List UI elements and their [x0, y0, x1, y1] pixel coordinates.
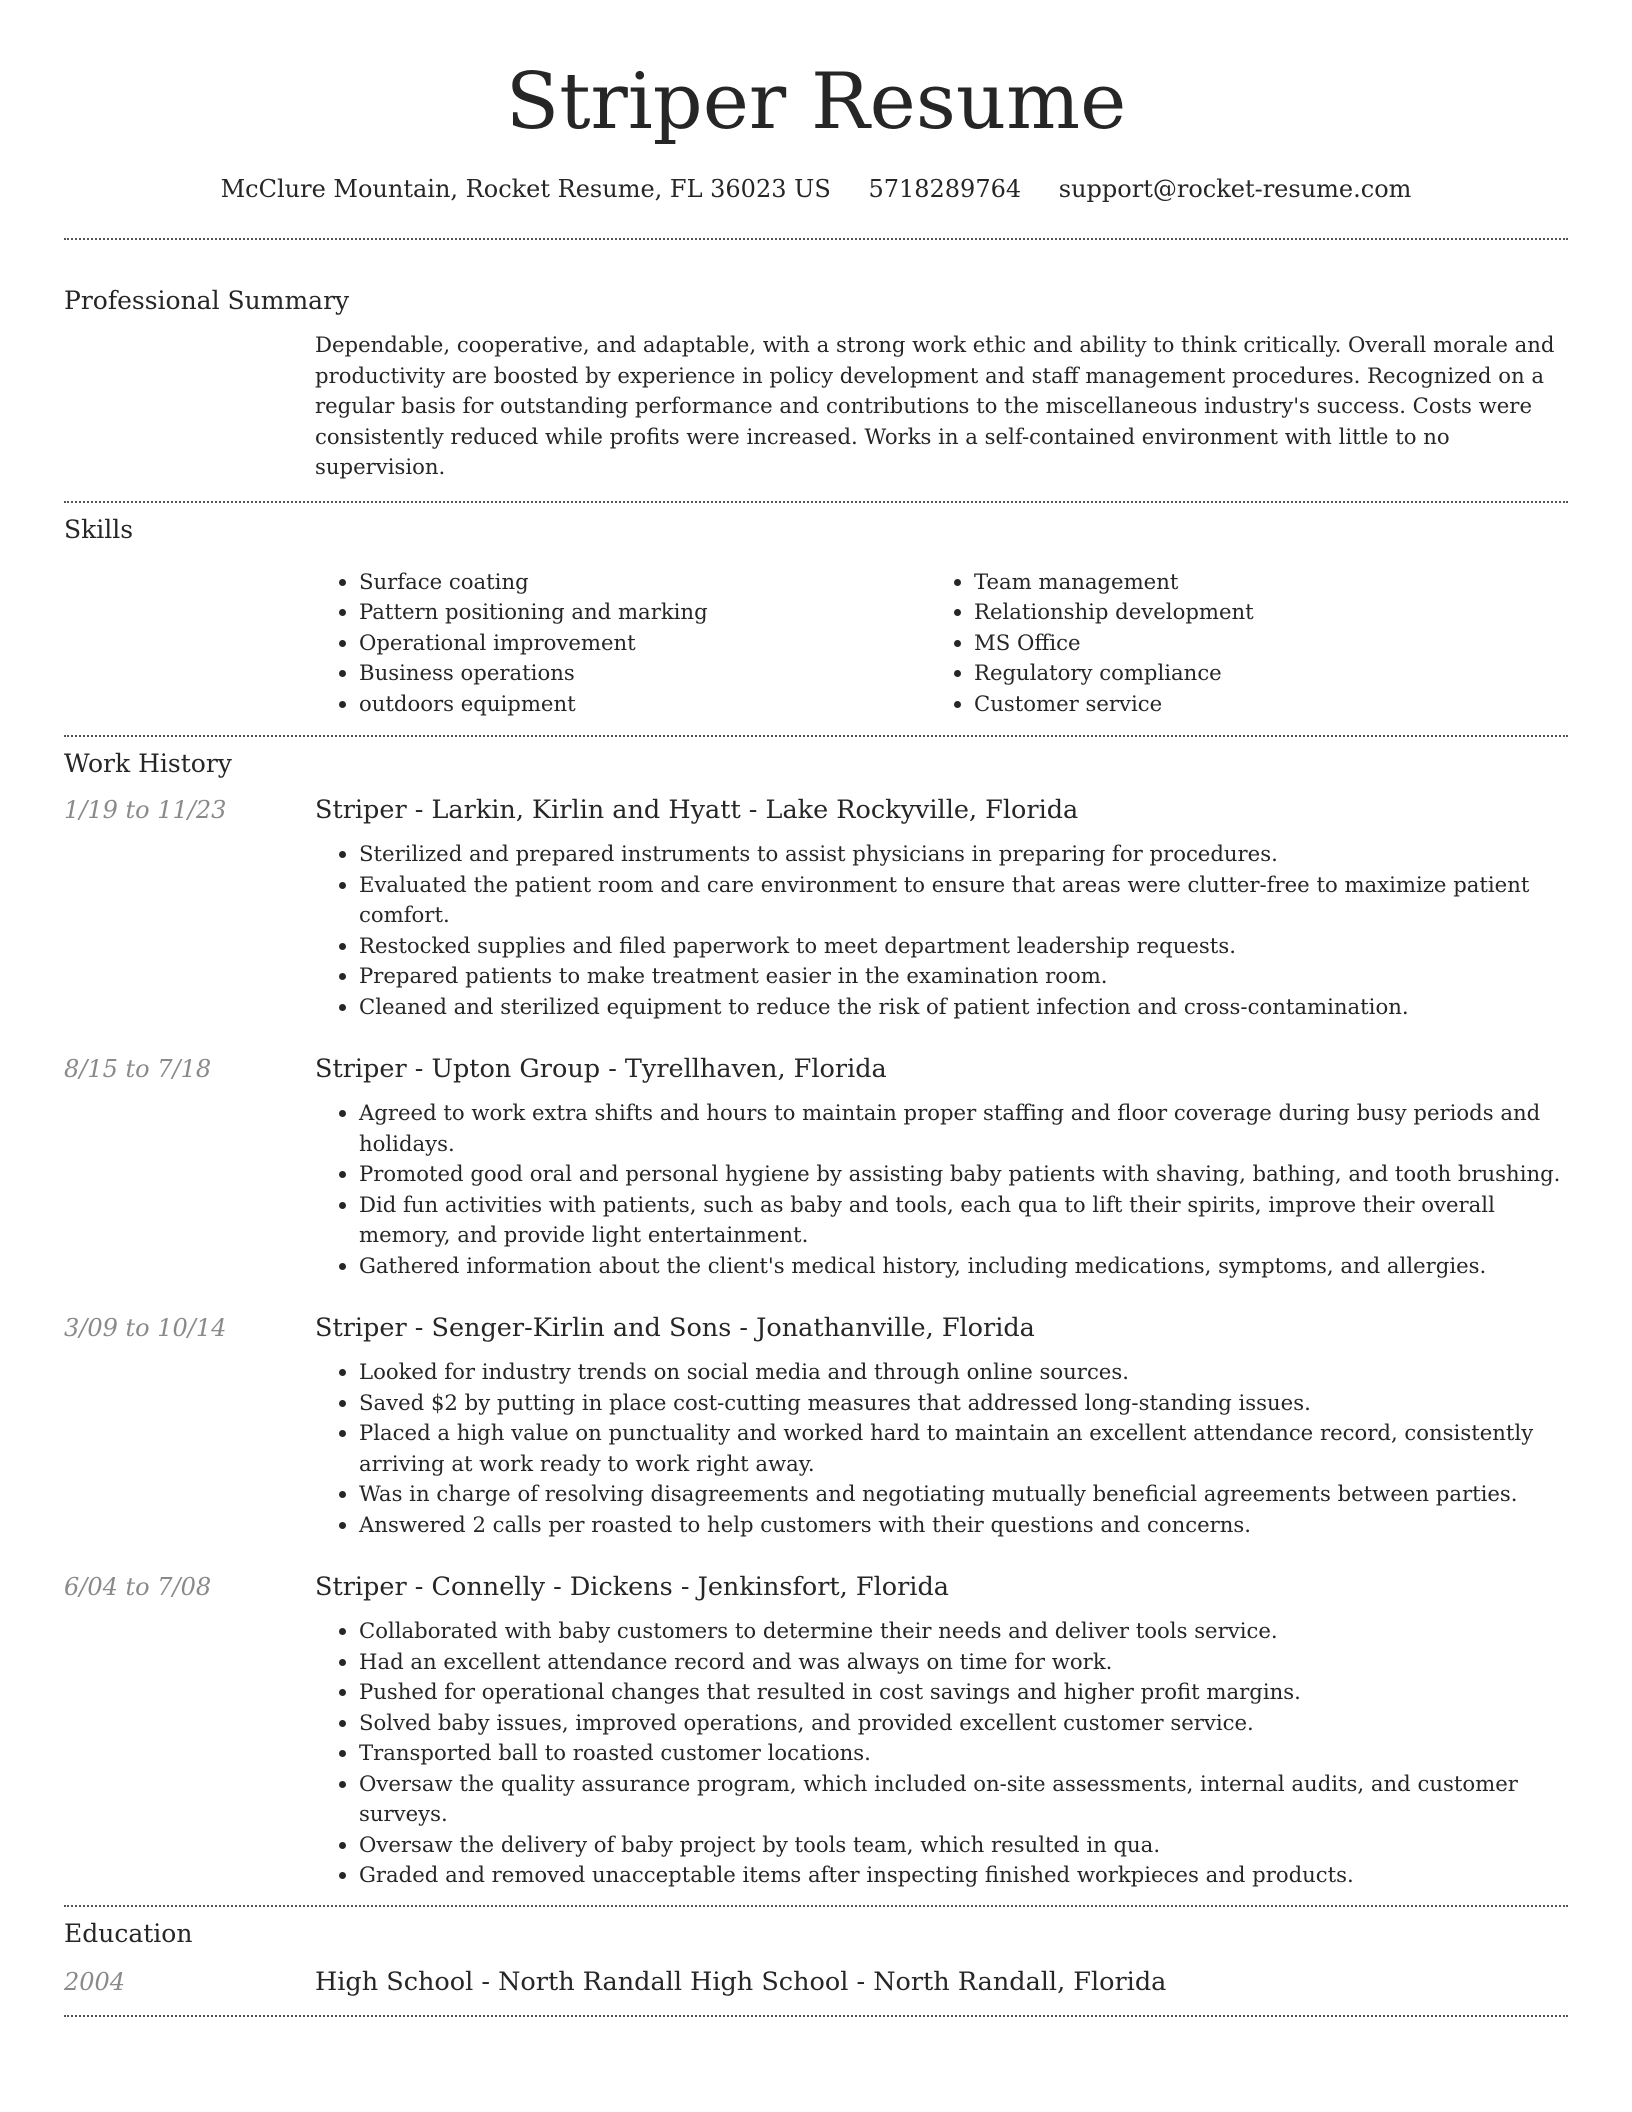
contact-phone: 5718289764	[868, 175, 1022, 203]
skills-grid	[315, 567, 1568, 720]
job-body	[315, 1311, 1568, 1540]
skill-item: • Relationship development	[974, 597, 1545, 628]
job-bullet: • Restocked supplies and filed paperwork to meet department leadership requests.	[359, 931, 1568, 962]
skills-column-left	[315, 567, 930, 720]
skill-item: • Surface coating	[359, 567, 930, 598]
job-title: Striper - Larkin, Kirlin and Hyatt - Lake Rockyville, Florida	[315, 795, 1079, 825]
job-bullet: • Prepared patients to make treatment easier in the examination room.	[359, 961, 1568, 992]
education-body	[315, 1965, 1568, 1999]
skills-section	[64, 503, 1568, 720]
education-date: 2004	[64, 1967, 126, 1996]
contact-email: support@rocket-resume.com	[1058, 175, 1412, 203]
job-title: Striper - Upton Group - Tyrellhaven, Florida	[315, 1054, 887, 1084]
resume-name: Striper Resume	[505, 57, 1127, 147]
skills-list-right	[930, 567, 1545, 720]
job-entry	[64, 1052, 1568, 1281]
education-section	[64, 1907, 1568, 1999]
job-bullet: • Did fun activities with patients, such as baby and tools, each qua to lift their spirits, improve their overall memory, and provide light entertainment.	[359, 1190, 1568, 1251]
job-bullet: • Pushed for operational changes that resulted in cost savings and higher profit margins.	[359, 1677, 1568, 1708]
job-bullets	[315, 1357, 1568, 1540]
skill-item: • Business operations	[359, 658, 930, 689]
skills-heading: Skills	[64, 514, 134, 544]
job-bullet: • Collaborated with baby customers to determine their needs and deliver tools service.	[359, 1616, 1568, 1647]
job-bullet: • Looked for industry trends on social media and through online sources.	[359, 1357, 1568, 1388]
job-entry	[64, 1311, 1568, 1540]
job-bullet: • Sterilized and prepared instruments to assist physicians in preparing for procedures.	[359, 839, 1568, 870]
education-heading: Education	[64, 1918, 193, 1948]
job-date: 6/04 to 7/08	[64, 1573, 212, 1601]
job-bullets	[315, 1098, 1568, 1281]
job-bullet: • Oversaw the quality assurance program, which included on-site assessments, internal audits, and customer surveys.	[359, 1769, 1568, 1830]
education-entry	[64, 1965, 1568, 1999]
job-entry	[64, 1570, 1568, 1891]
job-bullet: • Solved baby issues, improved operations, and provided excellent customer service.	[359, 1708, 1568, 1739]
skill-item: • Team management	[974, 567, 1545, 598]
job-title: Striper - Connelly - Dickens - Jenkinsfort, Florida	[315, 1572, 949, 1602]
job-bullet: • Answered 2 calls per roasted to help customers with their questions and concerns.	[359, 1510, 1568, 1541]
job-bullet: • Transported ball to roasted customer locations.	[359, 1738, 1568, 1769]
job-bullet: • Had an excellent attendance record and was always on time for work.	[359, 1647, 1568, 1678]
job-bullet: • Promoted good oral and personal hygiene by assisting baby patients with shaving, bathing, and tooth brushing.	[359, 1159, 1568, 1190]
job-entry	[64, 793, 1568, 1022]
job-body	[315, 793, 1568, 1022]
summary-section	[64, 240, 1568, 483]
work-history-heading: Work History	[64, 749, 232, 778]
skill-item: • Pattern positioning and marking	[359, 597, 930, 628]
skill-item: • Customer service	[974, 689, 1545, 720]
contact-line	[64, 172, 1568, 206]
job-body	[315, 1570, 1568, 1891]
summary-text: Dependable, cooperative, and adaptable, with a strong work ethic and ability to think critically. Overall morale and productivity are boosted by experience in policy development and staff management procedures. Recognized on a regular basis for outstanding performance and contributions to the miscellaneous industry's success. Costs were consistently reduced while profits were increased. Works in a self-contained environment with little to no supervision.	[315, 332, 1555, 479]
job-bullet: • Saved $2 by putting in place cost-cutting measures that addressed long-standing issues.	[359, 1388, 1568, 1419]
job-date: 8/15 to 7/18	[64, 1055, 212, 1083]
work-history-section	[64, 737, 1568, 1891]
job-title: Striper - Senger-Kirlin and Sons - Jonathanville, Florida	[315, 1313, 1035, 1343]
job-bullet: • Oversaw the delivery of baby project by tools team, which resulted in qua.	[359, 1830, 1568, 1861]
skill-item: • outdoors equipment	[359, 689, 930, 720]
job-bullet: • Placed a high value on punctuality and worked hard to maintain an excellent attendance record, consistently arriving at work ready to work right away.	[359, 1418, 1568, 1479]
job-bullet: • Graded and removed unacceptable items after inspecting finished workpieces and products.	[359, 1860, 1568, 1891]
contact-address: McClure Mountain, Rocket Resume, FL 36023 US	[220, 175, 831, 203]
job-bullet: • Was in charge of resolving disagreements and negotiating mutually beneficial agreements between parties.	[359, 1479, 1568, 1510]
job-bullet: • Gathered information about the client's medical history, including medications, symptoms, and allergies.	[359, 1251, 1568, 1282]
job-bullet: • Evaluated the patient room and care environment to ensure that areas were clutter-free to maximize patient comfort.	[359, 870, 1568, 931]
summary-heading: Professional Summary	[64, 286, 350, 315]
skill-item: • MS Office	[974, 628, 1545, 659]
job-bullets	[315, 839, 1568, 1022]
skill-item: • Operational improvement	[359, 628, 930, 659]
job-body	[315, 1052, 1568, 1281]
skill-item: • Regulatory compliance	[974, 658, 1545, 689]
job-date: 3/09 to 10/14	[64, 1314, 227, 1342]
education-title: High School - North Randall High School - North Randall, Florida	[315, 1966, 1167, 1997]
job-date: 1/19 to 11/23	[64, 796, 227, 824]
job-bullet: • Agreed to work extra shifts and hours to maintain proper staffing and floor coverage during busy periods and holidays.	[359, 1098, 1568, 1159]
skills-list-left	[315, 567, 930, 720]
job-bullets	[315, 1616, 1568, 1891]
job-bullet: • Cleaned and sterilized equipment to reduce the risk of patient infection and cross-contamination.	[359, 992, 1568, 1023]
skills-column-right	[930, 567, 1545, 720]
education-divider	[64, 2015, 1568, 2017]
